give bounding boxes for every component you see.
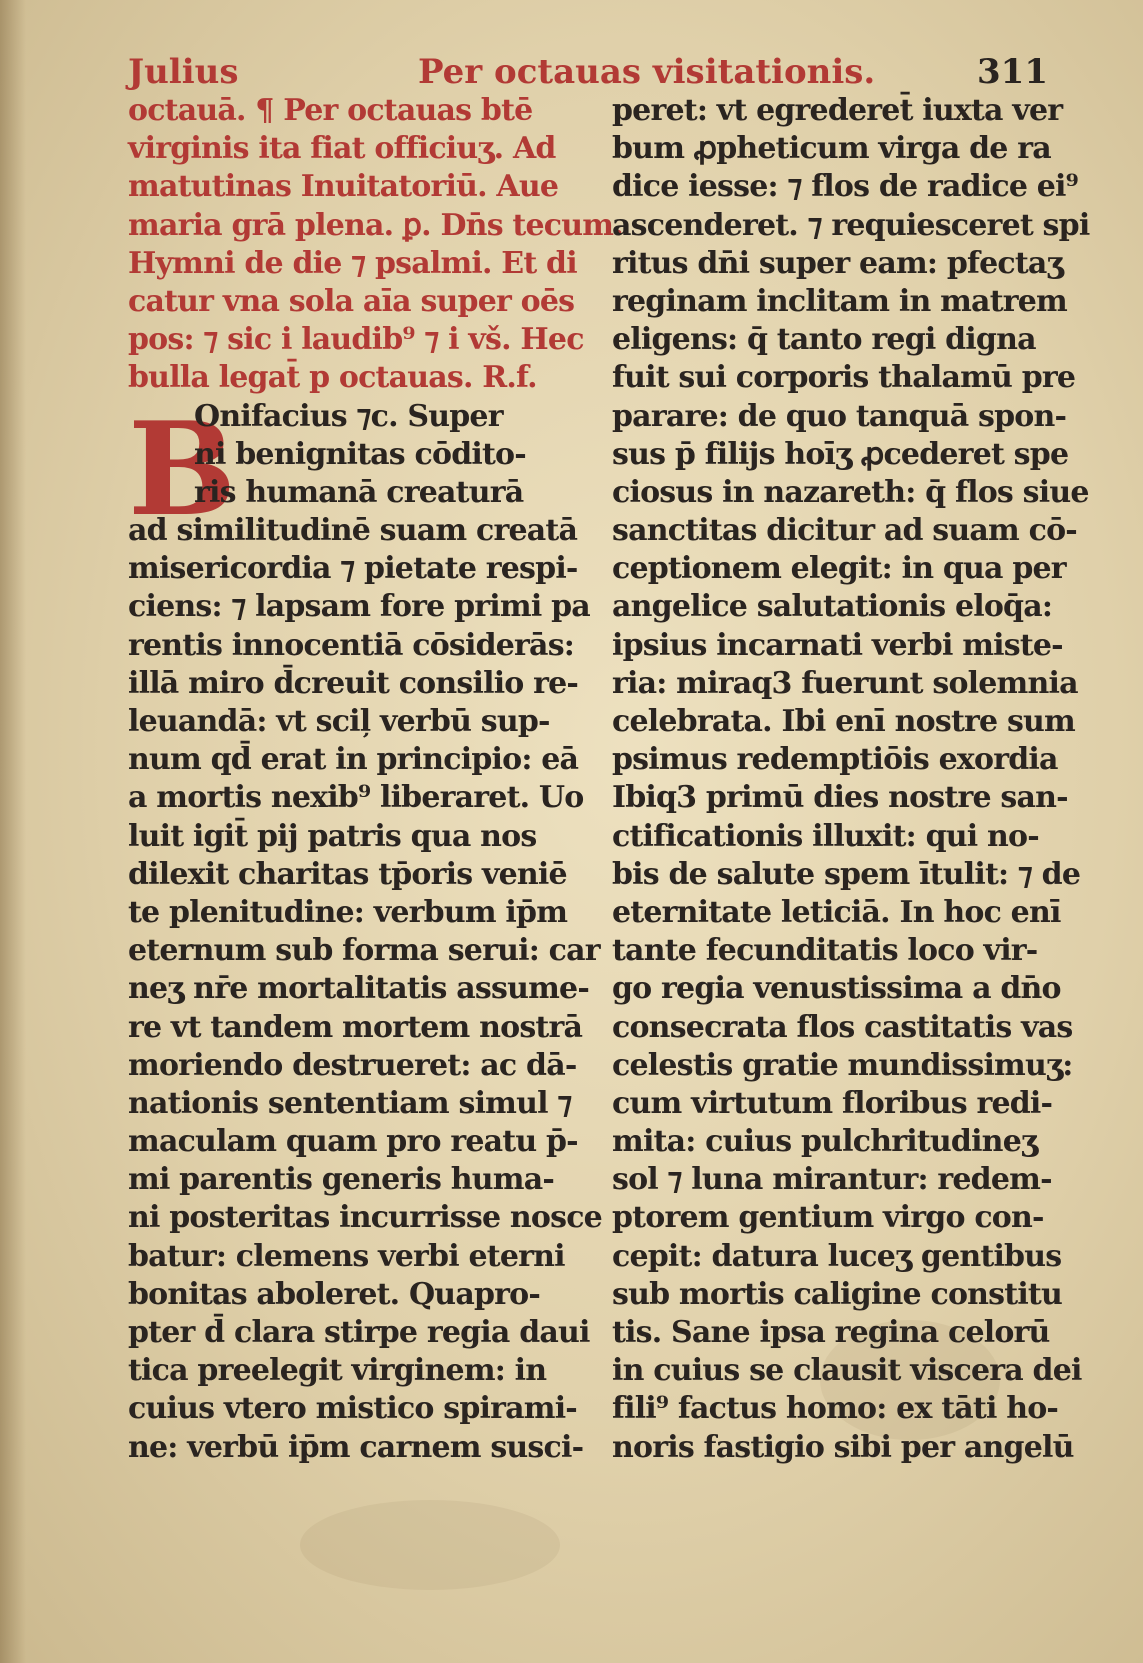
running-title-left: Julius	[128, 52, 239, 92]
text-line: rentis innocentiā cōsiderās:	[128, 627, 575, 663]
text-line: reginam inclitam in matrem	[612, 283, 1067, 319]
decorated-initial: B	[128, 395, 237, 545]
text-line: sol ⁊ luna mirantur: redem-	[612, 1162, 1052, 1198]
text-line: fili⁹ factus homo: ex tāti ho-	[612, 1391, 1059, 1427]
text-line: ptorem gentium virgo con-	[612, 1200, 1044, 1236]
text-line: leuandā: vt sciļ verbū sup-	[128, 704, 550, 739]
text-line: neʒ nr̄e mortalitatis assume-	[128, 971, 589, 1007]
text-line: te plenitudine: verbum ip̄m	[128, 894, 568, 930]
text-line: Hymni de die ⁊ psalmi. Et di	[128, 245, 577, 281]
text-line: celestis gratie mundissimuʒ:	[612, 1047, 1073, 1083]
text-line: mi parentis generis huma-	[128, 1162, 555, 1198]
text-line: dilexit charitas tp̄oris veniē	[128, 856, 567, 892]
text-line: tis. Sane ipsa regina celorū	[612, 1315, 1050, 1350]
text-line: celebrata. Ibi enī nostre sum	[612, 704, 1075, 739]
text-line: sanctitas dicitur ad suam cō-	[612, 513, 1077, 549]
text-line: ni benignitas cōdito-	[194, 436, 526, 472]
text-line: cuius vtero mistico spirami-	[128, 1391, 577, 1427]
text-line: psimus redemptiōis exordia	[612, 742, 1058, 778]
text-line: tante fecunditatis loco vir-	[612, 933, 1038, 969]
text-line: illā miro d̄creuit consilio re-	[128, 665, 579, 701]
text-line: luit igit̄ pij patris qua nos	[128, 818, 537, 854]
text-line: re vt tandem mortem nostrā	[128, 1009, 583, 1045]
text-line: mita: cuius pulchritudineʒ	[612, 1124, 1038, 1160]
text-line: Onifacius ⁊c. Super	[194, 398, 503, 434]
text-line: eligens: q̄ tanto regi digna	[612, 322, 1036, 358]
text-column-left	[128, 92, 623, 1467]
text-line: fuit sui corporis thalamū pre	[612, 360, 1076, 396]
text-line: ctificationis illuxit: qui no-	[612, 818, 1039, 854]
folio-number: 311	[977, 52, 1048, 92]
text-line: cum virtutum floribus redi-	[612, 1085, 1053, 1121]
paper-stain	[300, 1500, 560, 1590]
text-line: ceptionem elegit: in qua per	[612, 551, 1066, 587]
text-line: ad similitudinē suam creatā	[128, 513, 578, 549]
text-line: octauā. ¶ Per octauas btē	[128, 93, 533, 128]
text-line: ni posteritas incurrisse nosce	[128, 1200, 602, 1236]
text-line: dice iesse: ⁊ flos de radice ei⁹	[612, 169, 1078, 205]
text-line: maria grā plena. ꝑ. Dn̄s tecum.	[128, 207, 623, 243]
text-column-right	[612, 92, 1090, 1467]
text-line: nationis sententiam simul ⁊	[128, 1085, 572, 1121]
text-line: matutinas Inuitatoriū. Aue	[128, 169, 559, 205]
text-line: consecrata flos castitatis vas	[612, 1009, 1073, 1045]
text-line: moriendo destrueret: ac dā-	[128, 1047, 577, 1083]
text-line: Ibiq3 primū dies nostre san-	[612, 780, 1068, 816]
text-line: cepit: datura luceʒ gentibus	[612, 1238, 1062, 1274]
text-line: ascenderet. ⁊ requiesceret spi	[612, 207, 1090, 243]
text-line: pos: ⁊ sic i laudib⁹ ⁊ i vš. Hec	[128, 322, 584, 358]
text-line: ris humanā creaturā	[194, 474, 524, 510]
text-line: misericordia ⁊ pietate respi-	[128, 551, 578, 587]
text-line: parare: de quo tanquā spon-	[612, 398, 1067, 434]
text-line: ciens: ⁊ lapsam fore primi pa	[128, 589, 590, 625]
text-line: sub mortis caligine constitu	[612, 1276, 1062, 1312]
text-line: maculam quam pro reatu p̄-	[128, 1124, 578, 1160]
text-line: in cuius se clausit viscera dei	[612, 1353, 1082, 1389]
text-line: num qd̄ erat in principio: eā	[128, 742, 579, 778]
text-line: batur: clemens verbi eterni	[128, 1238, 565, 1274]
text-line: angelice salutationis eloq̄a:	[612, 589, 1053, 625]
text-line: bonitas aboleret. Quapro-	[128, 1276, 540, 1312]
text-line: ciosus in nazareth: q̄ flos siue	[612, 474, 1089, 510]
running-title-center: Per octauas visitationis.	[418, 52, 876, 92]
text-line: eternum sub forma serui: car	[128, 933, 600, 969]
text-line: tica preelegit virginem: in	[128, 1353, 547, 1389]
text-line: bum ꝓpheticum virga de ra	[612, 131, 1051, 167]
text-line: noris fastigio sibi per angelū	[612, 1429, 1074, 1465]
text-line: peret: vt egrederet̄ iuxta ver	[612, 93, 1063, 128]
text-line: ipsius incarnati verbi miste-	[612, 627, 1063, 663]
text-line: catur vna sola aīa super oēs	[128, 283, 575, 319]
text-line: bis de salute spem ītulit: ⁊ de	[612, 856, 1081, 892]
text-line: ria: miraq3 fuerunt solemnia	[612, 665, 1078, 701]
text-line: a mortis nexib⁹ liberaret. Uo	[128, 780, 584, 816]
binding-shadow	[0, 0, 26, 1663]
text-line: ritus dn̄i super eam: pfectaʒ	[612, 245, 1063, 281]
text-line: go regia venustissima a dn̄o	[612, 971, 1061, 1007]
text-line: sus p̄ filijs hoīʒ ꝓcederet spe	[612, 436, 1069, 472]
text-line: bulla legat̄ p octauas. R.f.	[128, 360, 537, 396]
text-line: pter d̄ clara stirpe regia daui	[128, 1315, 590, 1350]
text-line: virginis ita fiat officiuʒ. Ad	[128, 131, 556, 167]
text-line: eternitate leticiā. In hoc enī	[612, 894, 1061, 930]
text-line: ne: verbū ip̄m carnem susci-	[128, 1429, 584, 1465]
